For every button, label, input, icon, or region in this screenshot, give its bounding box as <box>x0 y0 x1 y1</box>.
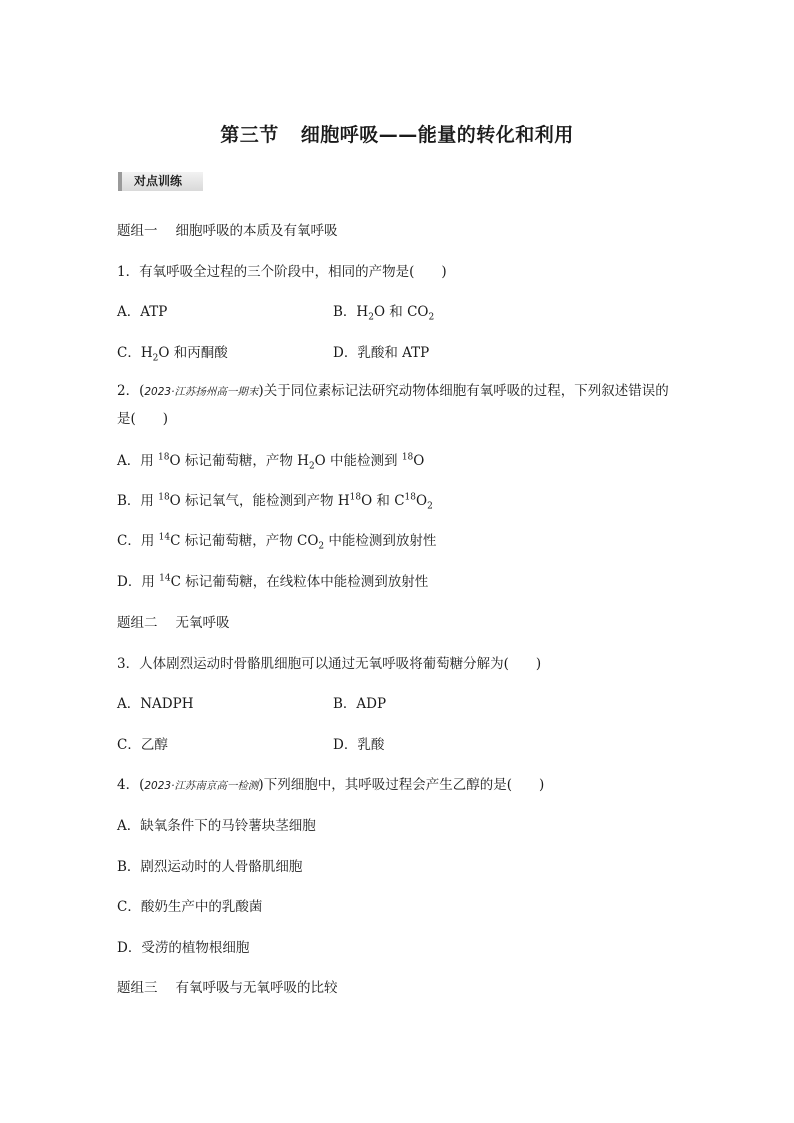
question-2-option-a: A．用 $^{18}$O 标记葡萄糖，产物 $H_2O$ 中能检测到 $^{18}$O <box>117 452 425 472</box>
question-2-option-b: B．用 $^{18}$O 标记氧气，能检测到产物 $H^{18}O$ 和 $C^{18}O_2$ <box>117 492 433 512</box>
option-a: A．NADPH <box>117 696 194 712</box>
question-4-source: 2023·江苏南京高一检测 <box>144 780 259 792</box>
practice-badge: 对点训练 <box>118 172 203 191</box>
page-title <box>0 120 794 147</box>
question-3-options-row-2 <box>117 735 385 755</box>
option-d: D．乳酸 <box>333 737 385 753</box>
section-name: 细胞呼吸——能量的转化和利用 <box>300 124 574 146</box>
option-c: C．$H_2O$ 和丙酮酸 <box>117 345 228 364</box>
question-4-option-a: A．缺氧条件下的马铃薯块茎细胞 <box>117 818 316 834</box>
question-1-options-row-2 <box>117 343 430 364</box>
question-2-option-d: D．用 $^{14}$C 标记葡萄糖，在线粒体中能检测到放射性 <box>117 573 429 590</box>
question-1-options-row-1 <box>117 302 435 323</box>
question-4-option-c: C．酸奶生产中的乳酸菌 <box>117 899 263 915</box>
option-a: A．ATP <box>117 304 168 320</box>
option-b: B．ADP <box>333 696 387 712</box>
group-heading-3: 题组三 有氧呼吸与无氧呼吸的比较 <box>117 980 338 996</box>
question-3-stem: 3．人体剧烈运动时骨骼肌细胞可以通过无氧呼吸将葡萄糖分解为( ) <box>117 656 542 672</box>
question-3-options-row-1 <box>117 694 387 714</box>
question-4-stem: 4．(2023·江苏南京高一检测)下列细胞中，其呼吸过程会产生乙醇的是( ) <box>117 777 545 793</box>
question-4-option-d: D．受涝的植物根细胞 <box>117 940 250 956</box>
option-d: D．乳酸和 ATP <box>333 345 430 361</box>
question-2-source: 2023·江苏扬州高一期末 <box>144 386 259 398</box>
option-c: C．乙醇 <box>117 737 168 753</box>
question-2-option-c: C．用 $^{14}$C 标记葡萄糖，产物 $CO_2$ 中能检测到放射性 <box>117 532 437 552</box>
question-2-stem: 2．(2023·江苏扬州高一期末)关于同位素标记法研究动物体细胞有氧呼吸的过程，下列叙述错误的是( ) <box>117 383 669 427</box>
group-heading-1: 题组一 细胞呼吸的本质及有氧呼吸 <box>117 223 338 239</box>
question-4-option-b: B．剧烈运动时的人骨骼肌细胞 <box>117 859 303 875</box>
option-b: B．$H_2O$ 和 $CO_2$ <box>333 304 435 323</box>
section-number: 第三节 <box>220 124 279 146</box>
group-heading-2: 题组二 无氧呼吸 <box>117 615 230 631</box>
question-1-stem: 1．有氧呼吸全过程的三个阶段中，相同的产物是( ) <box>117 264 447 280</box>
